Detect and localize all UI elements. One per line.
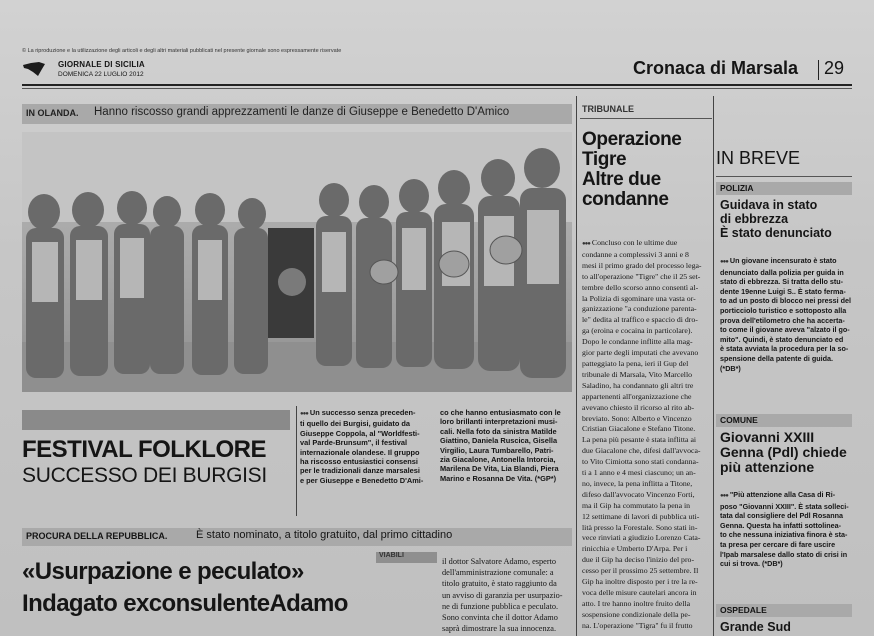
headline-line: Giovanni XXIII: [720, 429, 815, 445]
in-breve-title: IN BREVE: [716, 148, 801, 168]
text-line: ●●● "Più attenzione alla Casa di Ri-: [720, 490, 854, 502]
text-line: Virgilio, Laura Tumbarello, Patri-: [440, 445, 554, 455]
bullet-icon: ●●●: [300, 411, 308, 417]
masthead-divider: [818, 60, 819, 80]
text-line: tata dal consigliere del Pdl Rosanna: [720, 511, 844, 521]
text-line: tembre dello scorso anno consentì al-: [582, 282, 699, 292]
text-line: Giuseppe Coppola, al "Worldfesti-: [300, 428, 420, 438]
text-line: no, invece, la pena inflitta a Titone,: [582, 478, 693, 488]
text-line: poso "Giovanni XXIII". È stata solleci-: [720, 501, 849, 511]
text-line: internazionale olandese. Il gruppo: [300, 447, 420, 457]
text-line: sospensione condizionale della pe-: [582, 609, 691, 619]
comune-label: COMUNE: [720, 415, 758, 425]
text-line: to come il giovane aveva "alzato il go-: [720, 325, 850, 335]
text-line: Dopo le condanne inflitte alla mag-: [582, 337, 693, 347]
folklore-summary: Hanno riscosso grandi apprezzamenti le danze di Giuseppe e Benedetto D'Amico: [94, 106, 510, 118]
text-line: dente 19enne Luigi S.. È stato ferma-: [720, 286, 846, 296]
text-line: avevano chiesto il ricorso al rito ab-: [582, 402, 695, 412]
headline-line: Guidava in stato: [720, 198, 818, 212]
polizia-body: [720, 256, 854, 373]
text-line: il dottor Salvatore Adamo, esperto: [442, 557, 557, 566]
text-line: na. L'operazione "Tigra" fu il frutto: [582, 620, 693, 630]
section-title: Cronaca di Marsala: [633, 58, 799, 78]
procura-headline: «Usurpazione e peculato»: [22, 558, 304, 585]
column-rule: [713, 96, 714, 636]
text-line: ma il Gip ha commutato la pena in: [582, 500, 691, 510]
text-line: to ad un posto di blocco nei pressi del: [720, 296, 851, 306]
column-rule: [296, 406, 297, 516]
comune-headline: [720, 430, 854, 475]
folklore-column-1: [300, 408, 432, 485]
copyright-notice: © La riproduzione e la utilizzazione degli articoli e degli altri materiali pubblicati nel presente giornale sono espressamente riservate: [22, 48, 342, 54]
text-line: ●●● Un successo senza preceden-: [300, 408, 432, 419]
procura-tag: PROCURA DELLA REPUBBLICA.: [26, 531, 168, 541]
bullet-icon: ●●●: [582, 241, 590, 247]
text-line: 12 settimane di lavori di pubblica uti-: [582, 511, 700, 521]
text-line: patteggiato la pena, ieri il Gup del: [582, 358, 689, 368]
text-line: zia Giacalone, Antonella Intorcia,: [440, 455, 556, 465]
text-line: co che hanno entusiasmato con le: [440, 408, 561, 417]
procura-summary: È stato nominato, a titolo gratuito, dal primo cittadino: [196, 529, 453, 541]
text-line: lità presso la Forestale. Sono stati in-: [582, 522, 698, 532]
headline-line: Operazione: [582, 129, 682, 150]
text-line: to Vito Cimiotta sono stati condanna-: [582, 457, 699, 467]
headline-line: condanne: [582, 189, 669, 210]
text-line: cui si trova. (*DB*): [720, 559, 783, 569]
text-line: ●●● Un giovane incensurato è stato: [720, 256, 854, 268]
headline-line: Altre due: [582, 169, 661, 190]
folklore-headline: FESTIVAL FOLKLORE: [22, 436, 266, 463]
text-line: val Parde-Brunsum", il festival: [300, 438, 408, 448]
folklore-tag: IN OLANDA.: [26, 108, 79, 118]
text-line: ga (eroina e cocaina in particolare).: [582, 326, 693, 336]
bullet-icon: ●●●: [720, 259, 728, 265]
text-line: denunciato dalla polizia per guida in: [720, 267, 844, 277]
tribunale-rule: [580, 118, 712, 119]
column-rule: [576, 96, 577, 636]
text-line: Gip ha inoltre disposto per i tre la re-: [582, 577, 698, 587]
text-line: cesso per il prossimo 25 settembre. Il: [582, 566, 699, 576]
text-line: per le tradizionali danze marsalesi: [300, 466, 420, 476]
folklore-headline-bar: [22, 410, 290, 430]
text-line: spensione della patente di guida.: [720, 353, 834, 363]
tribunale-body: [582, 238, 714, 632]
folklore-group-photo: [22, 132, 572, 392]
headline-line: Genna (Pdl) chiede: [720, 444, 847, 460]
paper-name: GIORNALE DI SICILIA: [58, 60, 145, 69]
text-line: le" dedita al traffico e spaccio di dro-: [582, 315, 698, 325]
text-line: loro brillanti interpretazioni musi-: [440, 417, 558, 427]
comune-body: [720, 490, 854, 569]
text-line: atto. I tre hanno inoltre fruito della: [582, 598, 691, 608]
issue-date: DOMENICA 22 LUGLIO 2012: [58, 71, 144, 78]
text-line: gior parte degli imputati che avevano: [582, 348, 699, 358]
page-number: 29: [824, 58, 845, 78]
headline-line: Grande Sud: [720, 620, 791, 634]
text-line: condanne a complessivi 3 anni e 8: [582, 249, 689, 259]
text-line: Genna. Questa ha infatti sottolinea-: [720, 520, 842, 530]
text-line: Cristian Giacalone e Stefano Titone.: [582, 424, 696, 434]
text-line: Saladino, ha condannato gli altri tre: [582, 380, 694, 390]
text-line: appartenenti all'organizzazione che: [582, 391, 692, 401]
side-fragment: VIABILI: [376, 552, 437, 563]
tribunale-headline: [582, 130, 712, 210]
text-line: to all'operazione "Tigre" che il 25 set-: [582, 271, 701, 281]
text-line: prova dell'etilometro che ha accerta-: [720, 315, 845, 325]
text-line: vece rinviati a giudizio Lorenzo Cata-: [582, 533, 701, 543]
folklore-subheadline: SUCCESSO DEI BURGISI: [22, 464, 267, 487]
tribunale-tag: TRIBUNALE: [582, 104, 634, 114]
headline-line: di ebbrezza: [720, 212, 789, 226]
headline-line: È stato denunciato: [720, 226, 832, 240]
text-line: (*DB*): [720, 363, 741, 373]
sicily-map-icon: [22, 60, 46, 78]
text-line: e per Giuseppe e Benedetto D'Ami-: [300, 475, 424, 485]
text-line: mito". Quindi, è stato denunciato ed: [720, 334, 844, 344]
text-line: ne di funzione pubblica e peculato.: [442, 601, 559, 611]
text-line: tribunale di Marsala, Vito Marcello: [582, 369, 693, 379]
text-line: ●●● Concluso con le ultime due: [582, 238, 714, 250]
text-line: ha riscosso entusiastici consensi: [300, 457, 418, 467]
folklore-column-2: [440, 408, 572, 483]
procura-subheadline: Indagato exconsulenteAdamo: [22, 590, 348, 617]
text-line: cali. Nella foto da sinistra Matilde: [440, 426, 557, 436]
text-line: Giattino, Daniela Ruscica, Gisella: [440, 436, 558, 446]
text-line: un avviso di garanzia per usurpazio-: [442, 590, 563, 600]
masthead-rule: [22, 84, 852, 86]
in-breve-rule: [716, 176, 852, 177]
polizia-label: POLIZIA: [720, 183, 754, 193]
text-line: la Polizia di sgominare una vasta or-: [582, 293, 696, 303]
text-line: l'Ipab marsalese dallo stato di crisi in: [720, 549, 848, 559]
text-line: voca delle misure cautelari ancora in: [582, 588, 697, 597]
dancers-illustration: [22, 132, 572, 392]
text-line: Sono convinta che il dottor Adamo: [442, 613, 558, 623]
text-line: stato di ebbrezza. Si tratta dello stu-: [720, 277, 844, 287]
text-line: ti quello dei Burgisi, guidato da: [300, 419, 411, 429]
procura-column: [442, 556, 574, 634]
text-line: ta presa per cercare di fare uscire: [720, 539, 836, 549]
ospedale-headline: [720, 620, 854, 634]
text-line: La pena più pesante è stata inflitta ai: [582, 435, 697, 445]
text-line: è stata avviata la procedura per la so-: [720, 344, 849, 354]
bullet-icon: ●●●: [720, 493, 728, 499]
text-line: saprà dimostrare la sua innocenza.: [442, 624, 557, 634]
text-line: Marino e Rosanna De Vita. (*GP*): [440, 473, 557, 483]
masthead-rule-thin: [22, 88, 852, 89]
text-line: ti a 1 anno e 4 mesi ciascuno; un an-: [582, 468, 696, 478]
text-line: ganizzazione "a conduzione parenta-: [582, 304, 697, 314]
text-line: rinicchia e Umberto D'Arpa. Per i: [582, 544, 688, 554]
text-line: to che nessuna iniziativa finora è sta-: [720, 530, 848, 540]
text-line: breviato. Sono: Alberto e Vincenzo: [582, 413, 692, 423]
text-line: difeso dall'avvocato Vincenzo Forti,: [582, 489, 695, 499]
headline-line: più attenzione: [720, 459, 815, 475]
text-line: titolo gratuito, è stato raggiunto da: [442, 579, 557, 589]
text-line: dell'amministrazione comunale: a: [442, 568, 554, 578]
text-line: mesi il primo grado del processo lega-: [582, 260, 702, 270]
polizia-headline: [720, 198, 852, 240]
text-line: porticciolo turistico e sottoposto alla: [720, 305, 847, 315]
headline-line: Tigre: [582, 149, 627, 170]
text-line: Marilena De Vita, Lia Blandi, Piera: [440, 464, 559, 474]
ospedale-label: OSPEDALE: [720, 605, 767, 615]
text-line: due Giacalone che, difesi dall'avvoca-: [582, 446, 701, 456]
text-line: due il Gip ha deciso l'inizio del pro-: [582, 555, 695, 565]
